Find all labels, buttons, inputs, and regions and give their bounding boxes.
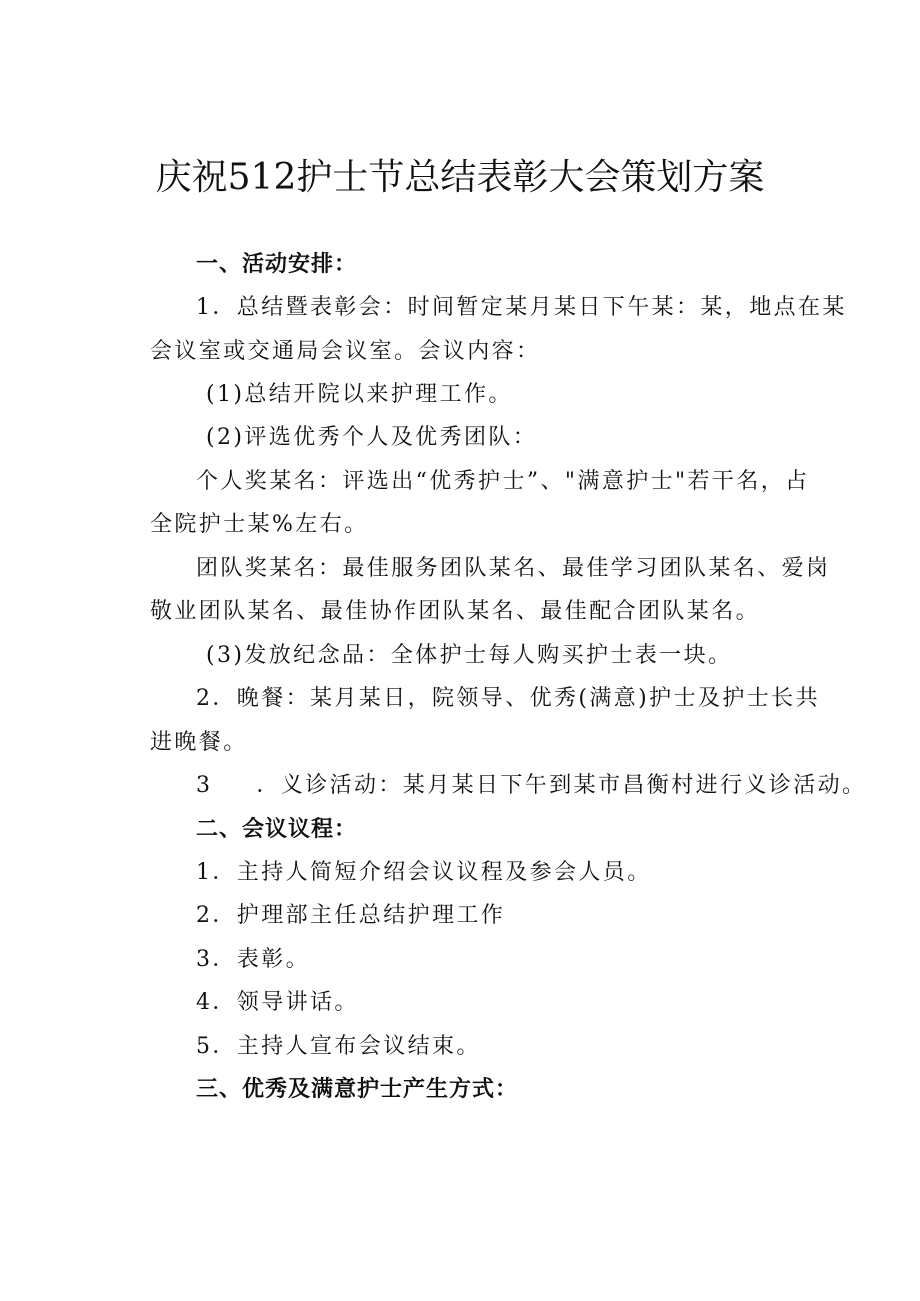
paragraph-line: 敬业团队某名、最佳协作团队某名、最佳配合团队某名。 — [150, 599, 761, 624]
paragraph-line: 全院护士某%左右。 — [150, 512, 369, 537]
agenda-item: 3．表彰。 — [196, 947, 310, 972]
agenda-item: 2．护理部主任总结护理工作 — [196, 903, 506, 928]
agenda-item: 4．领导讲话。 — [196, 990, 359, 1015]
paragraph-line: 1．总结暨表彰会：时间暂定某月某日下午某：某，地点在某 — [196, 295, 847, 320]
agenda-item: 5．主持人宣布会议结束。 — [196, 1034, 481, 1059]
section-heading-agenda: 二、会议议程： — [196, 817, 358, 842]
section-heading-selection: 三、优秀及满意护士产生方式： — [196, 1077, 519, 1102]
paragraph-line: 进晚餐。 — [150, 730, 248, 755]
paragraph-line: 会议室或交通局会议室。会议内容： — [150, 339, 541, 364]
list-item-text: ．义诊活动：某月某日下午到某市昌衡村进行义诊活动。 — [256, 773, 867, 798]
list-item: (1)总结开院以来护理工作。 — [206, 382, 513, 407]
section-heading-activities: 一、活动安排： — [196, 252, 358, 277]
paragraph-line: 团队奖某名：最佳服务团队某名、最佳学习团队某名、爱岗 — [196, 556, 831, 581]
list-item — [196, 771, 866, 801]
paragraph-line: 个人奖某名：评选出“优秀护士”、"满意护士"若干名，占 — [196, 469, 810, 494]
document-title: 庆祝512护士节总结表彰大会策划方案 — [155, 157, 765, 198]
list-item: (3)发放纪念品：全体护士每人购买护士表一块。 — [206, 643, 733, 668]
list-item-number: 3 — [196, 773, 213, 798]
list-item: (2)评选优秀个人及优秀团队： — [206, 425, 538, 450]
paragraph-line: 2．晚餐：某月某日，院领导、优秀(满意)护士及护士长共 — [196, 686, 820, 711]
agenda-item: 1．主持人简短介绍会议议程及参会人员。 — [196, 860, 652, 885]
